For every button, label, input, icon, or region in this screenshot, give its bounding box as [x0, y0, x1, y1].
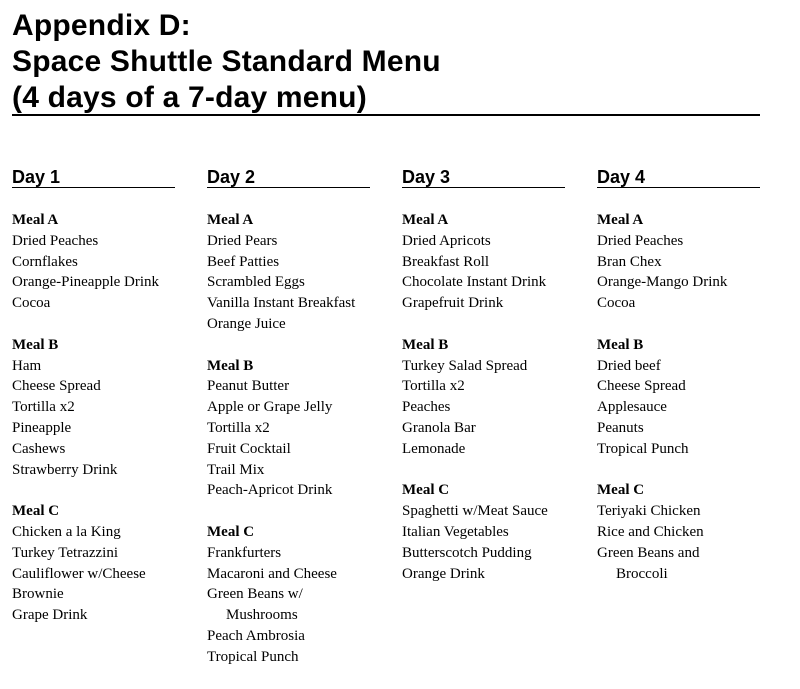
menu-item: Cauliflower w/Cheese [12, 565, 146, 582]
menu-item: Grapefruit Drink [402, 295, 504, 312]
menu-item: Bran Chex [597, 253, 662, 270]
menu-item: Fruit Cocktail [207, 440, 291, 457]
menu-item: Scrambled Eggs [207, 274, 305, 291]
meal-title: Meal C [207, 523, 255, 540]
meal-b [402, 335, 592, 460]
menu-item: Dried Peaches [12, 232, 99, 249]
title-line-3: (4 days of a 7-day menu) [12, 81, 367, 114]
meal-a [207, 210, 397, 335]
title-line-2: Space Shuttle Standard Menu [12, 45, 441, 78]
day-column-4 [597, 166, 787, 605]
menu-item: Peach Ambrosia [207, 627, 305, 644]
meal-title: Meal A [402, 212, 449, 228]
menu-item: Frankfurters [207, 544, 282, 561]
menu-item: Spaghetti w/Meat Sauce [402, 503, 548, 520]
meal-title: Meal A [597, 212, 644, 228]
menu-item: Italian Vegetables [402, 523, 509, 540]
day-column-1 [12, 166, 202, 647]
menu-item: Beef Patties [207, 253, 280, 270]
day-heading: Day 3 [402, 166, 565, 188]
meal-title: Meal C [402, 482, 450, 499]
meal-title: Meal B [207, 357, 254, 374]
menu-item: Tropical Punch [597, 440, 689, 457]
menu-item: Chicken a la King [12, 523, 121, 540]
menu-item: Butterscotch Pudding [402, 544, 532, 561]
menu-item: Vanilla Instant Breakfast [207, 295, 356, 312]
menu-item: Green Beans w/ [207, 586, 303, 603]
menu-item: Peaches [402, 399, 451, 416]
menu-item: Mushrooms [226, 607, 298, 624]
menu-item: Ham [12, 357, 42, 374]
menu-item: Cashews [12, 440, 66, 457]
menu-item: Applesauce [597, 399, 667, 416]
menu-item: Granola Bar [402, 419, 476, 436]
day-column-2 [207, 166, 397, 688]
meal-c [597, 480, 787, 584]
menu-item: Turkey Tetrazzini [12, 544, 119, 561]
menu-item: Grape Drink [12, 607, 88, 624]
meal-c [402, 480, 592, 584]
meal-title: Meal C [12, 503, 60, 520]
menu-item: Orange-Mango Drink [597, 274, 728, 291]
menu-item: Breakfast Roll [402, 253, 490, 270]
meal-title: Meal A [207, 212, 254, 228]
meal-title: Meal B [12, 336, 59, 353]
menu-item: Apple or Grape Jelly [207, 399, 333, 416]
meal-a [597, 210, 787, 314]
meal-c [12, 501, 202, 626]
menu-item: Macaroni and Cheese [207, 565, 337, 582]
meal-b [597, 335, 787, 460]
meal-title: Meal B [402, 336, 449, 353]
day-heading: Day 1 [12, 166, 175, 188]
menu-item: Tortilla x2 [12, 399, 75, 416]
menu-item: Tortilla x2 [207, 419, 270, 436]
menu-item: Cocoa [12, 295, 51, 312]
day-heading: Day 2 [207, 166, 370, 188]
menu-item: Cheese Spread [597, 378, 686, 395]
meal-c [207, 522, 397, 668]
menu-item: Pineapple [12, 419, 72, 436]
menu-item: Tropical Punch [207, 648, 299, 665]
menu-item: Trail Mix [207, 461, 265, 478]
menu-item: Peanut Butter [207, 378, 290, 395]
menu-item: Cheese Spread [12, 378, 101, 395]
menu-item: Broccoli [616, 565, 668, 582]
meal-title: Meal A [12, 212, 59, 228]
title-underline [12, 114, 760, 116]
menu-item: Cornflakes [12, 253, 78, 270]
menu-item: Orange-Pineapple Drink [12, 274, 160, 291]
menu-item: Brownie [12, 586, 64, 603]
day-column-3 [402, 166, 592, 605]
menu-item: Rice and Chicken [597, 523, 704, 540]
meal-title: Meal C [597, 482, 645, 499]
day-heading: Day 4 [597, 166, 760, 188]
meal-title: Meal B [597, 336, 644, 353]
menu-item: Dried Apricots [402, 232, 491, 249]
page-title [12, 8, 772, 116]
menu-item: Cocoa [597, 295, 636, 312]
meal-b [207, 356, 397, 502]
menu-item: Peanuts [597, 419, 644, 436]
menu-item: Lemonade [402, 440, 466, 457]
menu-item: Orange Drink [402, 565, 485, 582]
menu-item: Peach-Apricot Drink [207, 482, 333, 499]
menu-item: Turkey Salad Spread [402, 357, 528, 374]
menu-item: Tortilla x2 [402, 378, 465, 395]
menu-item: Chocolate Instant Drink [402, 274, 547, 291]
meal-b [12, 335, 202, 481]
menu-item: Strawberry Drink [12, 461, 118, 478]
menu-item: Orange Juice [207, 315, 286, 332]
meal-a [402, 210, 592, 314]
menu-item: Dried Peaches [597, 232, 684, 249]
menu-item: Teriyaki Chicken [597, 503, 701, 520]
menu-item: Green Beans and [597, 544, 700, 561]
menu-item: Dried beef [597, 357, 661, 374]
title-line-1: Appendix D: [12, 9, 191, 42]
meal-a [12, 210, 202, 314]
menu-item: Dried Pears [207, 232, 278, 249]
